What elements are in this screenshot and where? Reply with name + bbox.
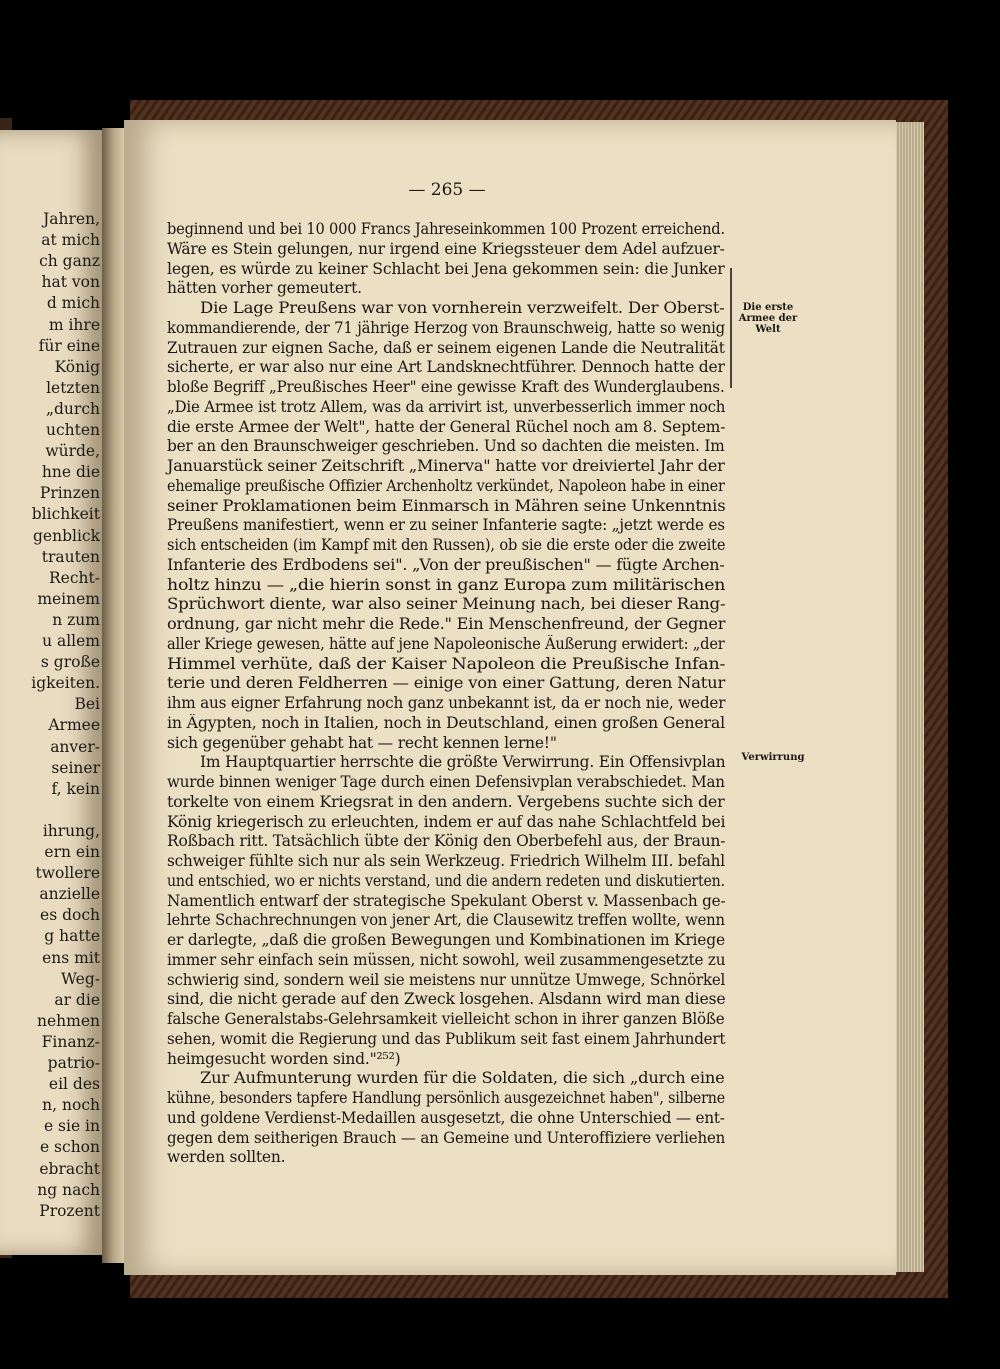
- body-line: und entschied, wo er nichts verstand, und die andern redeten und diskutierten.: [167, 871, 725, 890]
- body-line: lehrte Schachrechnungen von jener Art, die Clausewitz treffen wollte, wenn: [167, 911, 725, 930]
- body-line: gegen dem seitherigen Brauch — an Gemeine und Unteroffiziere verliehen: [167, 1128, 726, 1147]
- left-page-line: genblick: [33, 526, 100, 545]
- left-page-line: n zum: [52, 610, 100, 629]
- left-page-line: patrio-: [47, 1054, 100, 1072]
- left-page-line: es doch: [40, 906, 100, 925]
- left-page-line: anver-: [50, 737, 100, 756]
- body-line: werden sollten.: [167, 1148, 286, 1167]
- body-line: sicherte, er war also nur eine Art Landsknechtführer. Dennoch hatte der: [167, 358, 725, 377]
- body-line: König kriegerisch zu erleuchten, indem er auf das nahe Schlachtfeld bei: [167, 812, 726, 831]
- body-line: beginnend und bei 10 000 Francs Jahreseinkommen 100 Prozent erreichend.: [167, 220, 725, 238]
- body-line: sich gegenüber gehabt hat — recht kennen lerne!": [167, 733, 557, 752]
- body-line: Sprüchwort diente, war also seiner Meinung nach, bei dieser Rang-: [167, 595, 726, 614]
- left-page-line: Bei: [74, 695, 100, 714]
- left-page-line: anzielle: [39, 885, 100, 904]
- body-line: und goldene Verdienst-Medaillen ausgesetzt, die ohne Unterschied — ent-: [167, 1108, 725, 1127]
- left-page-line: eil des: [48, 1075, 100, 1094]
- body-line: kühne, besonders tapfere Handlung persönlich ausgezeichnet haben", silberne: [167, 1089, 725, 1107]
- body-line: Januarstück seiner Zeitschrift „Minerva" hatte vor dreiviertel Jahr der: [167, 457, 725, 475]
- body-line: die erste Armee der Welt", hatte der General Rüchel noch am 8. Septem-: [167, 417, 726, 436]
- body-line: sind, die nicht gerade auf den Zweck losgehen. Alsdann wird man diese: [167, 990, 726, 1009]
- body-line: Wäre es Stein gelungen, nur irgend eine Kriegssteuer dem Adel aufzuer-: [167, 239, 725, 258]
- left-page-line: ar die: [54, 990, 100, 1009]
- left-page-line: „durch: [45, 399, 100, 418]
- left-page: [0, 130, 104, 1255]
- left-page-line: hat von: [41, 273, 100, 292]
- margin-note-confusion: [736, 752, 810, 763]
- body-line: sich entscheiden (im Kampf mit den Russen), ob sie die erste oder die zweite: [167, 536, 726, 554]
- left-page-line: f, kein: [51, 779, 100, 798]
- body-line: falsche Generalstabs-Gelehrsamkeit vielleicht schon in ihrer ganzen Blöße: [167, 1010, 725, 1028]
- left-page-line: igkeiten.: [31, 674, 100, 693]
- body-line: terie und deren Feldherren — einige von einer Gattung, deren Natur: [167, 674, 726, 693]
- margin-note-line: Verwirrung: [741, 752, 805, 763]
- left-page-line: seiner: [51, 758, 100, 777]
- margin-rule: [730, 268, 732, 388]
- left-page-line: m ihre: [48, 315, 100, 334]
- left-page-line: uchten: [45, 421, 100, 439]
- left-page-line: hne die: [41, 463, 100, 482]
- left-page-line: ng nach: [37, 1180, 100, 1199]
- body-line: aller Kriege gewesen, hätte auf jene Napoleonische Äußerung erwidert: „der: [167, 634, 725, 653]
- left-page-line: Prozent: [39, 1201, 100, 1220]
- body-line: heimgesucht worden sind."²⁵²): [167, 1049, 401, 1068]
- body-line: Infanterie des Erdbodens sei". „Von der preußischen" — fügte Archen-: [167, 555, 725, 574]
- left-page-line: g hatte: [44, 927, 100, 946]
- body-line: legen, es würde zu keiner Schlacht bei Jena gekommen sein: die Junker: [167, 259, 725, 278]
- left-page-line: Prinzen: [39, 484, 100, 503]
- margin-note-line: Die erste: [742, 302, 794, 313]
- body-line: kommandierende, der 71 jährige Herzog von Braunschweig, hatte so wenig: [167, 318, 725, 337]
- margin-note-first-army: [736, 302, 800, 335]
- body-line: holtz hinzu — „die hierin sonst in ganz Europa zum militärischen: [167, 575, 726, 594]
- body-line: Zur Aufmunterung wurden für die Soldaten, die sich „durch eine: [200, 1069, 725, 1088]
- left-page-line: n, noch: [42, 1096, 100, 1115]
- body-line: ber an den Braunschweiger geschrieben. Und so dachten die meisten. Im: [167, 437, 725, 456]
- left-page-line: Armee: [48, 716, 100, 735]
- body-line: Im Hauptquartier herrschte die größte Verwirrung. Ein Offensivplan: [200, 753, 726, 772]
- body-line: torkelte von einem Kriegsrat in den andern. Vergebens suchte sich der: [167, 792, 725, 811]
- body-line: bloße Begriff „Preußisches Heer" eine gewisse Kraft des Wunderglaubens.: [167, 378, 725, 396]
- body-line: Zutrauen zur eignen Sache, daß er seinem eigenen Lande die Neutralität: [167, 338, 725, 357]
- body-line: er darlegte, „daß die großen Bewegungen und Kombinationen im Kriege: [167, 931, 725, 949]
- left-page-line: Finanz-: [41, 1032, 100, 1051]
- left-page-line: Jahren,: [43, 210, 100, 228]
- margin-note-line: Armee der: [738, 313, 798, 324]
- left-page-line: für eine: [38, 336, 100, 355]
- body-line: in Ägypten, noch in Italien, noch in Deutschland, einen großen General: [167, 713, 725, 732]
- margin-note-line: Welt: [755, 324, 781, 335]
- left-page-line: s große: [40, 653, 100, 672]
- left-page-line: blichkeit: [31, 505, 100, 524]
- left-page-line: König: [54, 357, 100, 376]
- left-page-line: u allem: [42, 632, 100, 650]
- left-page-line: e sie in: [43, 1117, 100, 1136]
- body-line: Roßbach ritt. Tatsächlich übte der König den Oberbefehl aus, der Braun-: [167, 832, 726, 851]
- body-line: seiner Proklamationen beim Einmarsch in Mähren seine Unkenntnis: [167, 496, 726, 515]
- body-line: schweiger fühlte sich nur als sein Werkzeug. Friedrich Wilhelm III. befahl: [167, 852, 725, 870]
- body-line: sehen, womit die Regierung und das Publikum seit fast einem Jahrhundert: [167, 1029, 726, 1048]
- body-line: Himmel verhüte, daß der Kaiser Napoleon die Preußische Infan-: [167, 654, 726, 673]
- left-page-line: trauten: [41, 547, 100, 566]
- left-page-line: letzten: [46, 378, 100, 397]
- body-line: hätten vorher gemeutert.: [167, 279, 362, 298]
- left-page-line: twollere: [35, 864, 100, 883]
- body-line: Namentlich entwarf der strategische Spekulant Oberst v. Massenbach ge-: [167, 891, 726, 910]
- left-page-line: nehmen: [37, 1011, 100, 1030]
- body-line: Die Lage Preußens war von vornherein verzweifelt. Der Oberst-: [200, 299, 725, 317]
- page-number: — 265 —: [408, 180, 486, 200]
- left-page-line: ihrung,: [42, 821, 100, 840]
- body-line: ehemalige preußische Offizier Archenholtz verkündet, Napoleon habe in einer: [167, 476, 725, 495]
- body-line: schwierig sind, sondern weil sie meistens nur unnütze Umwege, Schnörkel: [167, 970, 726, 989]
- left-page-line: ens mit: [42, 948, 100, 967]
- left-page-line: ch ganz: [39, 252, 100, 271]
- left-page-line: Recht-: [49, 568, 100, 587]
- left-page-line: d mich: [46, 294, 100, 313]
- left-page-line: ern ein: [44, 843, 100, 861]
- left-page-line: e schon: [39, 1138, 100, 1157]
- left-page-line: at mich: [41, 231, 100, 250]
- body-line: ordnung, gar nicht mehr die Rede." Ein Menschenfreund, der Gegner: [167, 615, 726, 633]
- body-line: Preußens manifestiert, wenn er zu seiner Infanterie sagte: „jetzt werde es: [167, 516, 725, 535]
- body-line: immer sehr einfach sein müssen, nicht sowohl, weil zusammengesetzte zu: [167, 950, 726, 969]
- body-line: ihm aus eigner Erfahrung noch ganz unbekannt ist, da er noch nie, weder: [167, 694, 726, 712]
- left-page-line: ebracht: [39, 1159, 100, 1178]
- body-line: wurde binnen weniger Tage durch einen Defensivplan verabschiedet. Man: [167, 773, 725, 791]
- left-page-line: meinem: [37, 589, 100, 608]
- body-line: „Die Armee ist trotz Allem, was da arrivirt ist, unverbesserlich immer noch: [167, 397, 726, 416]
- left-page-line: würde,: [45, 442, 100, 461]
- left-page-line: Weg-: [61, 969, 100, 988]
